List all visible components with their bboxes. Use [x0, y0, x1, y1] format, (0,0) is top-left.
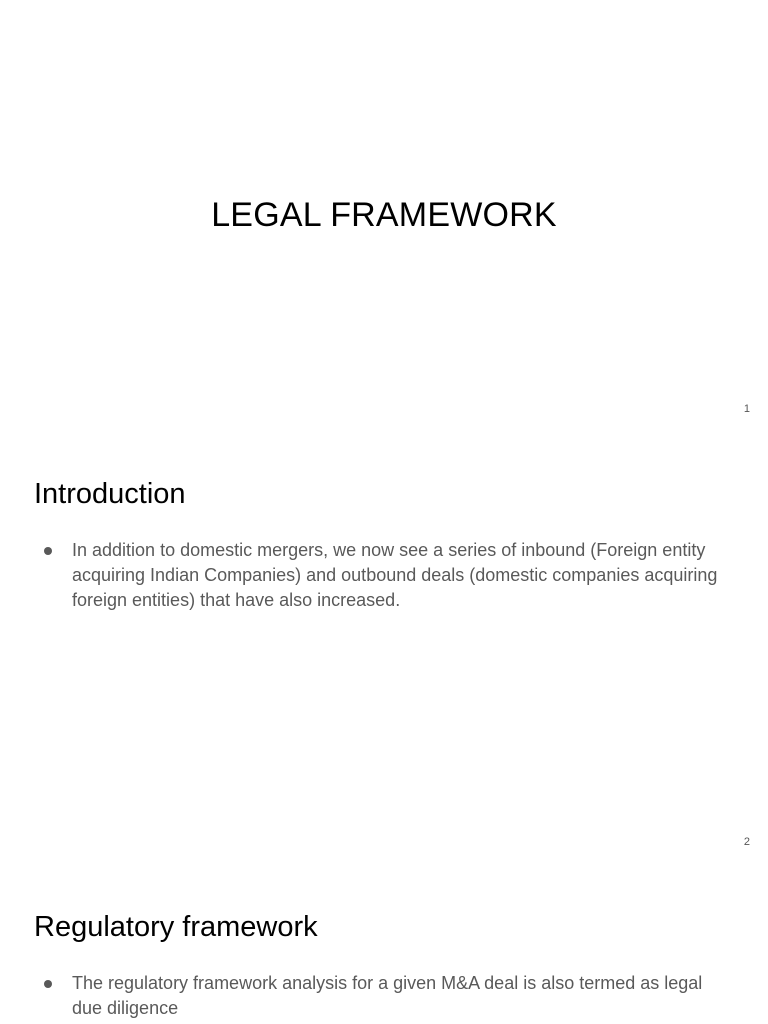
- slide-heading: Introduction: [34, 478, 186, 510]
- bullet-item: [34, 538, 734, 613]
- slide-3: [0, 866, 768, 1024]
- slide-title: LEGAL FRAMEWORK: [211, 196, 557, 234]
- bullet-list: [34, 971, 734, 1021]
- slide-number: 1: [743, 403, 750, 415]
- bullet-dot-icon: [44, 547, 52, 555]
- bullet-text: The regulatory framework analysis for a given M&A deal is also termed as legal due diligence: [72, 973, 703, 1018]
- bullet-list: [34, 538, 734, 613]
- slide-heading: Regulatory framework: [34, 911, 318, 943]
- slide-2: [0, 433, 768, 866]
- slide-number: 2: [743, 836, 750, 848]
- bullet-dot-icon: [44, 980, 52, 988]
- bullet-text: In addition to domestic mergers, we now see a series of inbound (Foreign entity acquiring Indian Companies) and outbound deals (domestic companies acquiring foreign entities) that have also increased.: [72, 540, 718, 610]
- slide-1: [0, 0, 768, 433]
- bullet-item: [34, 971, 734, 1021]
